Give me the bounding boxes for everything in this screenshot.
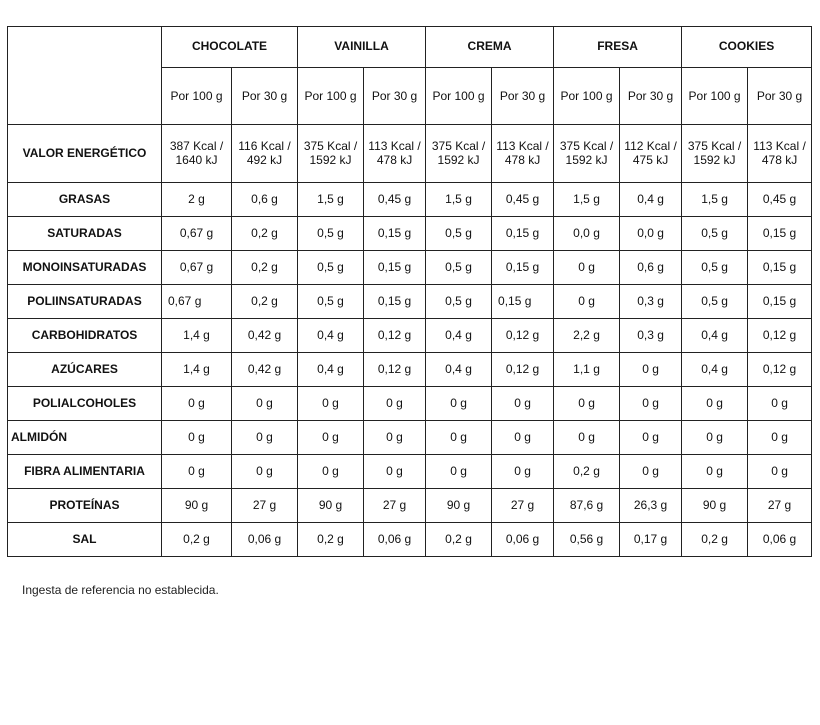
nutrient-value: 0,42 g [232, 353, 298, 387]
nutrient-value: 0 g [364, 455, 426, 489]
nutrient-value: 27 g [232, 489, 298, 523]
nutrient-value: 375 Kcal / 1592 kJ [426, 125, 492, 183]
table-row [8, 319, 812, 353]
table-row [8, 125, 812, 183]
corner-cell [8, 27, 162, 125]
nutrient-label: FIBRA ALIMENTARIA [8, 455, 162, 489]
nutrient-value: 0 g [298, 421, 364, 455]
nutrient-value: 2 g [162, 183, 232, 217]
nutrient-value: 0,15 g [364, 251, 426, 285]
nutrient-value: 0,45 g [748, 183, 812, 217]
nutrient-value: 113 Kcal / 478 kJ [364, 125, 426, 183]
nutrient-value: 0 g [232, 387, 298, 421]
nutrient-value: 0,15 g [364, 285, 426, 319]
nutrient-value: 0,5 g [682, 217, 748, 251]
nutrient-value: 0,0 g [554, 217, 620, 251]
portion-header-per-100g: Por 100 g [426, 68, 492, 125]
nutrient-value: 26,3 g [620, 489, 682, 523]
nutrient-value: 0 g [620, 421, 682, 455]
portion-header-per-30g: Por 30 g [232, 68, 298, 125]
nutrient-value: 0,0 g [620, 217, 682, 251]
nutrient-value: 90 g [426, 489, 492, 523]
table-row [8, 455, 812, 489]
nutrient-label: CARBOHIDRATOS [8, 319, 162, 353]
nutrient-value: 0,15 g [364, 217, 426, 251]
nutrient-value: 0 g [232, 421, 298, 455]
nutrient-value: 87,6 g [554, 489, 620, 523]
nutrient-value: 0 g [162, 455, 232, 489]
nutrient-value: 0,12 g [492, 319, 554, 353]
nutrient-value: 0 g [426, 421, 492, 455]
table-row [8, 489, 812, 523]
nutrient-value: 0,06 g [232, 523, 298, 557]
nutrient-value: 0 g [492, 455, 554, 489]
nutrient-value: 0 g [620, 455, 682, 489]
nutrient-label: ALMIDÓN [8, 421, 162, 455]
nutrient-value: 0,2 g [554, 455, 620, 489]
portion-header-per-30g: Por 30 g [364, 68, 426, 125]
nutrient-value: 2,2 g [554, 319, 620, 353]
nutrient-value: 0,4 g [298, 319, 364, 353]
nutrient-value: 0,12 g [748, 353, 812, 387]
nutrition-table [7, 26, 812, 557]
nutrient-value: 0 g [426, 387, 492, 421]
nutrient-label: MONOINSATURADAS [8, 251, 162, 285]
nutrient-value: 113 Kcal / 478 kJ [748, 125, 812, 183]
nutrient-value: 0 g [748, 421, 812, 455]
nutrient-value: 1,5 g [426, 183, 492, 217]
nutrient-value: 0 g [364, 387, 426, 421]
nutrient-value: 1,5 g [298, 183, 364, 217]
nutrient-label: SATURADAS [8, 217, 162, 251]
nutrient-value: 0,2 g [426, 523, 492, 557]
nutrient-label: SAL [8, 523, 162, 557]
nutrient-value: 0 g [620, 387, 682, 421]
nutrient-value: 0,45 g [492, 183, 554, 217]
table-row [8, 523, 812, 557]
table-row [8, 353, 812, 387]
nutrient-value: 0,5 g [682, 251, 748, 285]
portion-header-per-30g: Por 30 g [492, 68, 554, 125]
flavor-header-chocolate: CHOCOLATE [162, 27, 298, 68]
nutrient-value: 0,17 g [620, 523, 682, 557]
nutrient-value: 1,5 g [682, 183, 748, 217]
table-row [8, 251, 812, 285]
footnote: Ingesta de referencia no establecida. [22, 583, 219, 597]
flavor-header-vainilla: VAINILLA [298, 27, 426, 68]
nutrient-value: 1,4 g [162, 353, 232, 387]
nutrient-value: 0,15 g [492, 251, 554, 285]
nutrient-value: 0,06 g [492, 523, 554, 557]
nutrient-value: 0 g [748, 455, 812, 489]
nutrient-value: 0,5 g [426, 251, 492, 285]
nutrient-value: 0,06 g [364, 523, 426, 557]
nutrient-value: 0,2 g [682, 523, 748, 557]
nutrient-value: 0,3 g [620, 319, 682, 353]
nutrient-value: 0 g [554, 251, 620, 285]
portion-header-per-100g: Por 100 g [162, 68, 232, 125]
nutrient-value: 0,2 g [298, 523, 364, 557]
portion-header-per-100g: Por 100 g [298, 68, 364, 125]
nutrient-value: 0,4 g [682, 319, 748, 353]
flavor-header-fresa: FRESA [554, 27, 682, 68]
nutrient-value: 0,4 g [682, 353, 748, 387]
nutrient-value: 0 g [554, 421, 620, 455]
nutrient-value: 0,6 g [232, 183, 298, 217]
nutrient-value: 0,2 g [162, 523, 232, 557]
portion-header-per-100g: Por 100 g [554, 68, 620, 125]
nutrient-value: 0,4 g [620, 183, 682, 217]
nutrient-value: 0,06 g [748, 523, 812, 557]
nutrient-value: 0 g [554, 387, 620, 421]
nutrient-value: 0,6 g [620, 251, 682, 285]
nutrient-value: 0,15 g [748, 217, 812, 251]
nutrient-label: POLIALCOHOLES [8, 387, 162, 421]
nutrient-label: POLIINSATURADAS [8, 285, 162, 319]
nutrient-value: 0,2 g [232, 251, 298, 285]
portion-header-per-100g: Por 100 g [682, 68, 748, 125]
nutrient-value: 0 g [364, 421, 426, 455]
nutrient-value: 1,1 g [554, 353, 620, 387]
nutrient-value: 0,67 g [162, 251, 232, 285]
nutrient-value: 0,67 g [162, 285, 232, 319]
nutrient-value: 0,15 g [492, 285, 554, 319]
nutrient-value: 0,4 g [426, 319, 492, 353]
nutrient-value: 0,12 g [492, 353, 554, 387]
nutrient-value: 0 g [232, 455, 298, 489]
nutrient-value: 90 g [162, 489, 232, 523]
table-row [8, 421, 812, 455]
nutrient-value: 0 g [492, 421, 554, 455]
nutrient-value: 113 Kcal / 478 kJ [492, 125, 554, 183]
nutrient-value: 0,67 g [162, 217, 232, 251]
nutrient-label: GRASAS [8, 183, 162, 217]
nutrient-value: 0,45 g [364, 183, 426, 217]
nutrient-value: 375 Kcal / 1592 kJ [682, 125, 748, 183]
flavor-header-crema: CREMA [426, 27, 554, 68]
nutrient-value: 0 g [426, 455, 492, 489]
nutrient-value: 0 g [298, 455, 364, 489]
nutrient-value: 0 g [492, 387, 554, 421]
nutrient-value: 27 g [364, 489, 426, 523]
table-row [8, 387, 812, 421]
nutrient-value: 0,5 g [298, 251, 364, 285]
nutrient-value: 0,56 g [554, 523, 620, 557]
nutrient-label: VALOR ENERGÉTICO [8, 125, 162, 183]
nutrient-value: 375 Kcal / 1592 kJ [554, 125, 620, 183]
nutrient-value: 387 Kcal / 1640 kJ [162, 125, 232, 183]
portion-header-per-30g: Por 30 g [748, 68, 812, 125]
nutrient-value: 0,12 g [364, 319, 426, 353]
nutrient-value: 0 g [748, 387, 812, 421]
nutrient-value: 0,4 g [298, 353, 364, 387]
nutrient-value: 27 g [492, 489, 554, 523]
flavor-header-cookies: COOKIES [682, 27, 812, 68]
nutrient-value: 116 Kcal / 492 kJ [232, 125, 298, 183]
nutrient-value: 0,5 g [298, 285, 364, 319]
nutrition-table-container [7, 26, 812, 557]
table-row [8, 285, 812, 319]
nutrient-value: 0,15 g [492, 217, 554, 251]
table-row [8, 217, 812, 251]
nutrient-value: 112 Kcal / 475 kJ [620, 125, 682, 183]
nutrition-table-body [8, 125, 812, 557]
nutrient-label: AZÚCARES [8, 353, 162, 387]
nutrient-value: 0,2 g [232, 217, 298, 251]
nutrient-value: 27 g [748, 489, 812, 523]
nutrient-value: 90 g [682, 489, 748, 523]
nutrient-value: 0,15 g [748, 285, 812, 319]
nutrient-value: 0,12 g [748, 319, 812, 353]
nutrient-value: 0 g [162, 421, 232, 455]
nutrient-value: 0 g [298, 387, 364, 421]
nutrient-value: 0 g [682, 387, 748, 421]
nutrient-value: 0,12 g [364, 353, 426, 387]
nutrient-label: PROTEÍNAS [8, 489, 162, 523]
nutrient-value: 0,5 g [426, 217, 492, 251]
nutrient-value: 0,5 g [426, 285, 492, 319]
nutrient-value: 0,3 g [620, 285, 682, 319]
nutrient-value: 0 g [554, 285, 620, 319]
portion-header-per-30g: Por 30 g [620, 68, 682, 125]
flavor-header-row [8, 27, 812, 68]
nutrient-value: 0,4 g [426, 353, 492, 387]
nutrient-value: 375 Kcal / 1592 kJ [298, 125, 364, 183]
nutrient-value: 0 g [682, 455, 748, 489]
nutrient-value: 1,4 g [162, 319, 232, 353]
nutrient-value: 0,5 g [682, 285, 748, 319]
nutrient-value: 90 g [298, 489, 364, 523]
nutrient-value: 0 g [162, 387, 232, 421]
nutrient-value: 1,5 g [554, 183, 620, 217]
nutrient-value: 0 g [620, 353, 682, 387]
nutrient-value: 0,5 g [298, 217, 364, 251]
nutrient-value: 0,2 g [232, 285, 298, 319]
nutrient-value: 0 g [682, 421, 748, 455]
nutrient-value: 0,42 g [232, 319, 298, 353]
table-row [8, 183, 812, 217]
nutrient-value: 0,15 g [748, 251, 812, 285]
